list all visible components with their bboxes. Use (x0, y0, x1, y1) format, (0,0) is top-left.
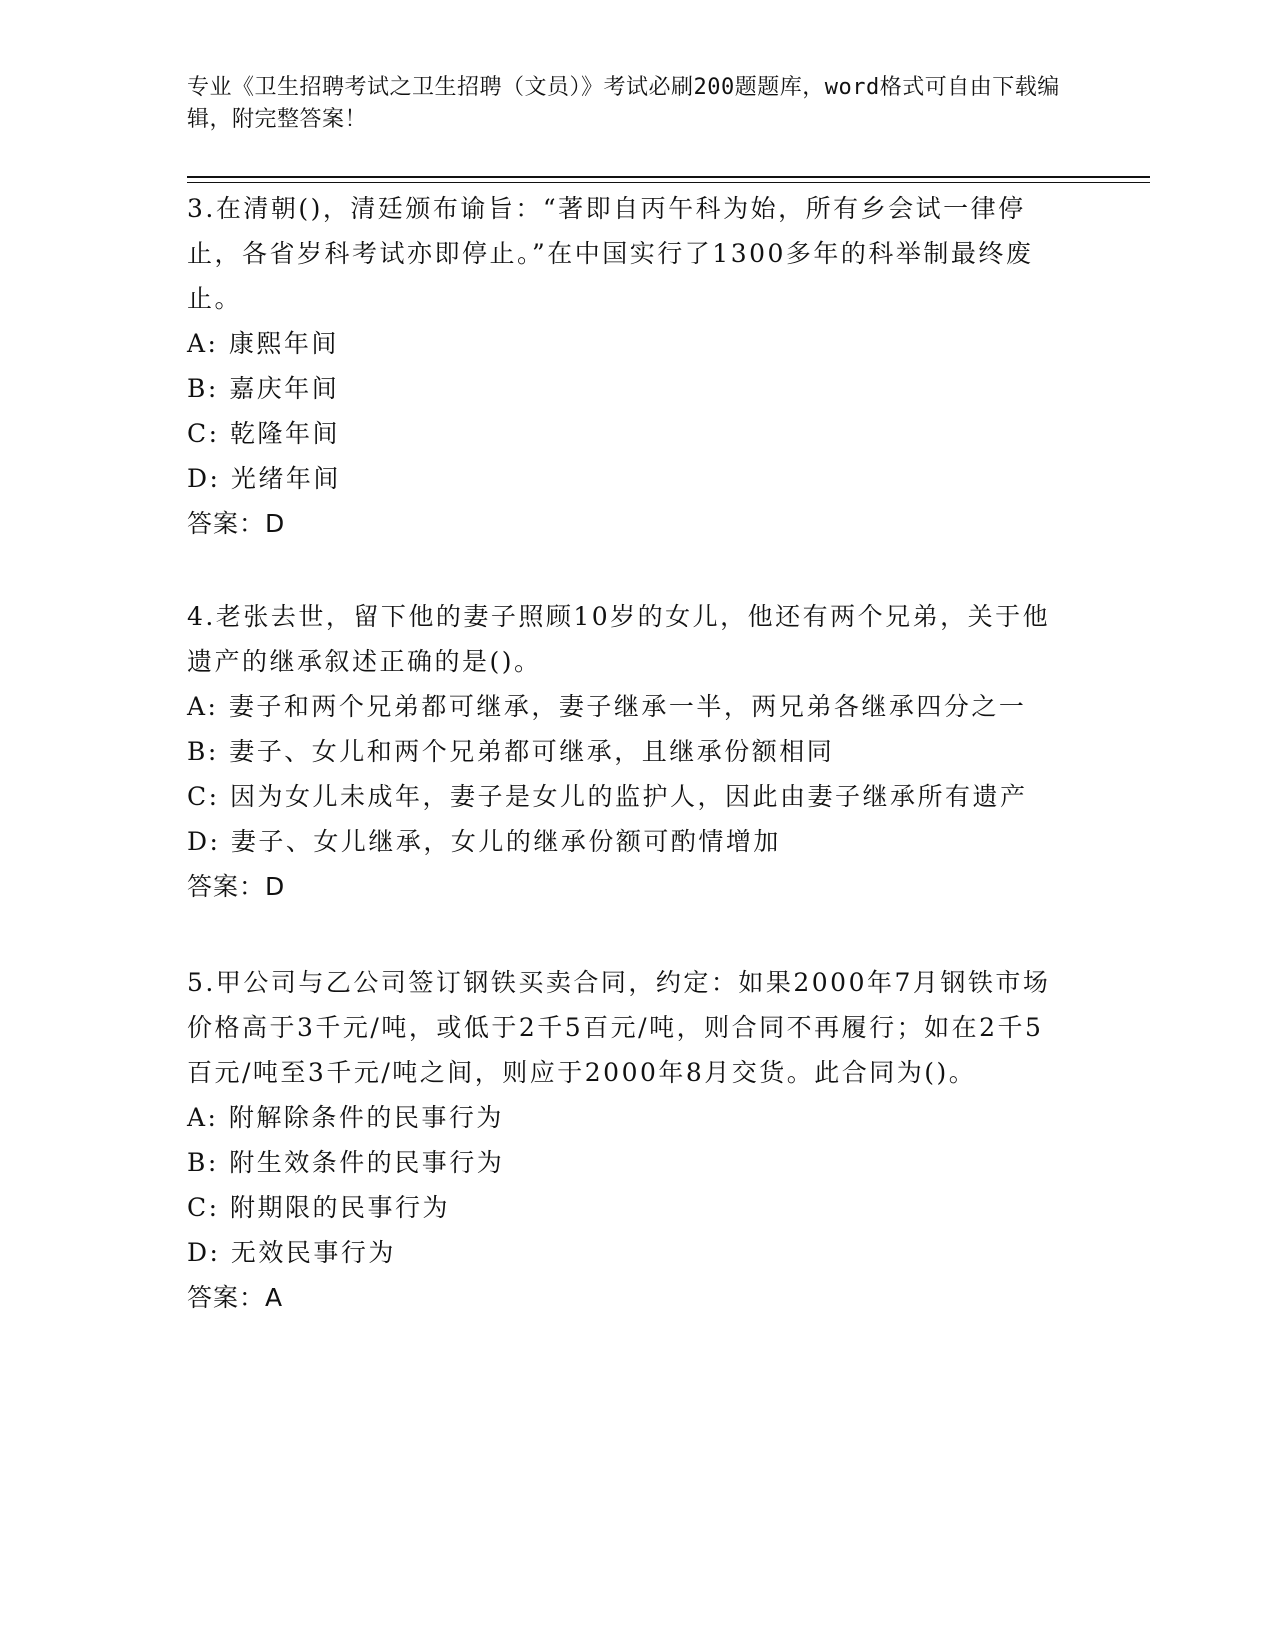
question-3 (187, 186, 1067, 546)
option-b: B: 妻子、女儿和两个兄弟都可继承，且继承份额相同 (187, 737, 835, 766)
option-d: D: 无效民事行为 (187, 1238, 396, 1267)
answer-label: 答案：D (187, 872, 286, 901)
question-4 (187, 594, 1067, 909)
header-divider-thin (187, 182, 1150, 183)
question-5 (187, 960, 1067, 1320)
answer-label: 答案：A (187, 1283, 284, 1312)
option-d: D: 光绪年间 (187, 464, 341, 493)
option-b: B: 嘉庆年间 (187, 374, 340, 403)
question-stem: 3.在清朝()，清廷颁布谕旨：“著即自丙午科为始，所有乡会试一律停止，各省岁科考试亦即停止。”在中国实行了1300多年的科举制最终废止。 (187, 194, 1034, 313)
question-stem: 4.老张去世，留下他的妻子照顾10岁的女儿，他还有两个兄弟，关于他遗产的继承叙述正确的是()。 (187, 602, 1051, 676)
option-a: A: 康熙年间 (187, 329, 339, 358)
option-c: C: 因为女儿未成年，妻子是女儿的监护人，因此由妻子继承所有遗产 (187, 782, 1028, 811)
answer-label: 答案：D (187, 509, 286, 538)
header-divider-thick (187, 176, 1150, 178)
option-d: D: 妻子、女儿继承，女儿的继承份额可酌情增加 (187, 827, 781, 856)
option-a: A: 妻子和两个兄弟都可继承，妻子继承一半，两兄弟各继承四分之一 (187, 692, 1027, 721)
document-header: 专业《卫生招聘考试之卫生招聘（文员）》考试必刷200题题库，word格式可自由下载编辑，附完整答案！ (187, 75, 1060, 132)
question-stem: 5.甲公司与乙公司签订钢铁买卖合同，约定：如果2000年7月钢铁市场价格高于3千元/吨，或低于2千5百元/吨，则合同不再履行；如在2千5百元/吨至3千元/吨之间，则应于2000年8月交货。此合同为()。 (187, 968, 1051, 1087)
option-c: C: 乾隆年间 (187, 419, 340, 448)
option-a: A: 附解除条件的民事行为 (187, 1103, 504, 1132)
option-c: C: 附期限的民事行为 (187, 1193, 450, 1222)
option-b: B: 附生效条件的民事行为 (187, 1148, 505, 1177)
